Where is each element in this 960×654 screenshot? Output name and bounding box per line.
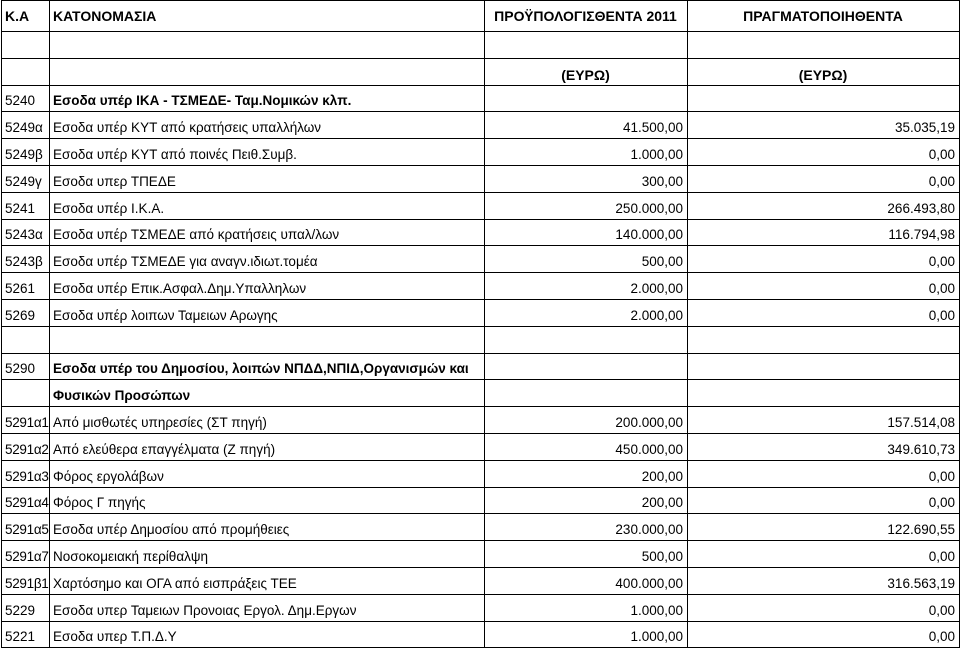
row-name: Χαρτόσημο και ΟΓΑ από εισπράξεις ΤΕΕ <box>50 567 485 594</box>
row-budget: 250.000,00 <box>485 192 688 219</box>
row-budget: 230.000,00 <box>485 514 688 541</box>
row-code: 5249γ <box>2 165 50 192</box>
row-budget: 1.000,00 <box>485 621 688 648</box>
row-code: 5243β <box>2 246 50 273</box>
empty-cell <box>485 353 688 380</box>
table-row <box>2 460 960 487</box>
row-budget: 450.000,00 <box>485 433 688 460</box>
row-actual: 316.563,19 <box>688 567 960 594</box>
row-actual: 157.514,08 <box>688 407 960 434</box>
row-code: 5240 <box>2 85 50 112</box>
table-row <box>2 487 960 514</box>
row-name: Φόρος Γ πηγής <box>50 487 485 514</box>
row-name: Εσοδα υπερ Τ.Π.Δ.Υ <box>50 621 485 648</box>
row-name: Από μισθωτές υπηρεσίες (ΣΤ πηγή) <box>50 407 485 434</box>
table-header-row <box>2 1 960 32</box>
row-code: 5229 <box>2 594 50 621</box>
unit-actual: (ΕΥΡΩ) <box>688 58 960 85</box>
spacer-row <box>2 32 960 59</box>
section-row <box>2 353 960 380</box>
row-name: Νοσοκομειακή περίθαλψη <box>50 541 485 568</box>
empty-cell <box>688 32 960 59</box>
row-actual: 116.794,98 <box>688 219 960 246</box>
table-row <box>2 407 960 434</box>
row-name: Εσοδα υπέρ ΤΣΜΕΔΕ για αναγν.ιδιωτ.τομέα <box>50 246 485 273</box>
row-budget: 2.000,00 <box>485 299 688 326</box>
row-actual: 0,00 <box>688 273 960 300</box>
row-code: 5291α1 <box>2 407 50 434</box>
row-actual: 266.493,80 <box>688 192 960 219</box>
row-name: Από ελεύθερα επαγγέλματα (Ζ πηγή) <box>50 433 485 460</box>
row-budget: 200,00 <box>485 487 688 514</box>
row-code: 5291α3 <box>2 460 50 487</box>
row-actual: 0,00 <box>688 139 960 166</box>
header-code: Κ.Α <box>2 1 50 32</box>
row-code: 5249α <box>2 112 50 139</box>
row-actual: 0,00 <box>688 246 960 273</box>
row-name: Εσοδα υπέρ ΚΥΤ από ποινές Πειθ.Συμβ. <box>50 139 485 166</box>
row-name: Εσοδα υπέρ ΚΥΤ από κρατήσεις υπαλλήλων <box>50 112 485 139</box>
row-budget: 41.500,00 <box>485 112 688 139</box>
row-code: 5249β <box>2 139 50 166</box>
row-actual: 0,00 <box>688 165 960 192</box>
empty-cell <box>2 326 50 353</box>
header-name: ΚΑΤΟΝΟΜΑΣΙΑ <box>50 1 485 32</box>
row-budget: 300,00 <box>485 165 688 192</box>
header-budget: ΠΡΟΫΠΟΛΟΓΙΣΘΕΝΤΑ 2011 <box>485 1 688 32</box>
row-actual: 0,00 <box>688 594 960 621</box>
section-row <box>2 380 960 407</box>
row-budget: 500,00 <box>485 541 688 568</box>
row-code: 5291α2 <box>2 433 50 460</box>
table-row <box>2 139 960 166</box>
row-budget: 140.000,00 <box>485 219 688 246</box>
section-code: 5290 <box>2 353 50 380</box>
section-title-line2: Φυσικών Προσώπων <box>50 380 485 407</box>
empty-cell <box>485 326 688 353</box>
row-budget: 1.000,00 <box>485 139 688 166</box>
row-code: 5241 <box>2 192 50 219</box>
row-code: 5291α4 <box>2 487 50 514</box>
row-name: Εσοδα υπέρ ΙΚΑ - ΤΣΜΕΔΕ- Ταμ.Νομικών κλπ. <box>50 85 485 112</box>
empty-cell <box>2 32 50 59</box>
table-row <box>2 541 960 568</box>
row-budget: 1.000,00 <box>485 594 688 621</box>
table-row <box>2 621 960 648</box>
empty-cell <box>50 326 485 353</box>
row-actual <box>688 85 960 112</box>
row-budget: 200,00 <box>485 460 688 487</box>
table-row <box>2 433 960 460</box>
row-actual: 122.690,55 <box>688 514 960 541</box>
row-code: 5291β1 <box>2 567 50 594</box>
header-actual: ΠΡΑΓΜΑΤΟΠΟΙΗΘΕΝΤΑ <box>688 1 960 32</box>
row-actual: 0,00 <box>688 299 960 326</box>
row-actual: 0,00 <box>688 621 960 648</box>
row-budget <box>485 85 688 112</box>
table-row <box>2 219 960 246</box>
row-actual: 35.035,19 <box>688 112 960 139</box>
row-name: Εσοδα υπέρ Επικ.Ασφαλ.Δημ.Υπαλληλων <box>50 273 485 300</box>
table-row <box>2 567 960 594</box>
row-actual: 0,00 <box>688 541 960 568</box>
unit-budget: (ΕΥΡΩ) <box>485 58 688 85</box>
table-row <box>2 85 960 112</box>
row-code: 5291α7 <box>2 541 50 568</box>
section-title-line1: Εσοδα υπέρ του Δημοσίου, λοιπών ΝΠΔΔ,ΝΠΙΔ,Οργανισμών και <box>50 353 485 380</box>
table-row <box>2 192 960 219</box>
empty-cell <box>2 380 50 407</box>
table-row <box>2 165 960 192</box>
empty-cell <box>688 353 960 380</box>
table-row <box>2 514 960 541</box>
row-name: Εσοδα υπέρ ΤΣΜΕΔΕ από κρατήσεις υπαλ/λων <box>50 219 485 246</box>
row-code: 5269 <box>2 299 50 326</box>
empty-cell <box>50 58 485 85</box>
empty-cell <box>485 32 688 59</box>
row-budget: 200.000,00 <box>485 407 688 434</box>
table-row <box>2 594 960 621</box>
empty-cell <box>2 58 50 85</box>
row-actual: 349.610,73 <box>688 433 960 460</box>
row-code: 5291α5 <box>2 514 50 541</box>
row-code: 5261 <box>2 273 50 300</box>
row-name: Εσοδα υπερ Ταμειων Προνοιας Εργολ. Δημ.Εργων <box>50 594 485 621</box>
row-budget: 500,00 <box>485 246 688 273</box>
row-code: 5221 <box>2 621 50 648</box>
row-name: Εσοδα υπέρ Δημοσίου από προμήθειες <box>50 514 485 541</box>
table-row <box>2 112 960 139</box>
row-code: 5243α <box>2 219 50 246</box>
empty-cell <box>50 32 485 59</box>
empty-cell <box>485 380 688 407</box>
table-row <box>2 299 960 326</box>
row-name: Εσοδα υπερ ΤΠΕΔΕ <box>50 165 485 192</box>
row-name: Εσοδα υπέρ λοιπων Ταμειων Αρωγης <box>50 299 485 326</box>
row-budget: 400.000,00 <box>485 567 688 594</box>
empty-cell <box>688 326 960 353</box>
row-name: Φόρος εργολάβων <box>50 460 485 487</box>
units-row <box>2 58 960 85</box>
revenue-table-body <box>2 1 960 648</box>
row-actual: 0,00 <box>688 487 960 514</box>
row-name: Εσοδα υπέρ Ι.Κ.Α. <box>50 192 485 219</box>
empty-cell <box>688 380 960 407</box>
row-budget: 2.000,00 <box>485 273 688 300</box>
revenue-table <box>1 0 960 648</box>
spacer-row <box>2 326 960 353</box>
table-row <box>2 246 960 273</box>
row-actual: 0,00 <box>688 460 960 487</box>
table-row <box>2 273 960 300</box>
